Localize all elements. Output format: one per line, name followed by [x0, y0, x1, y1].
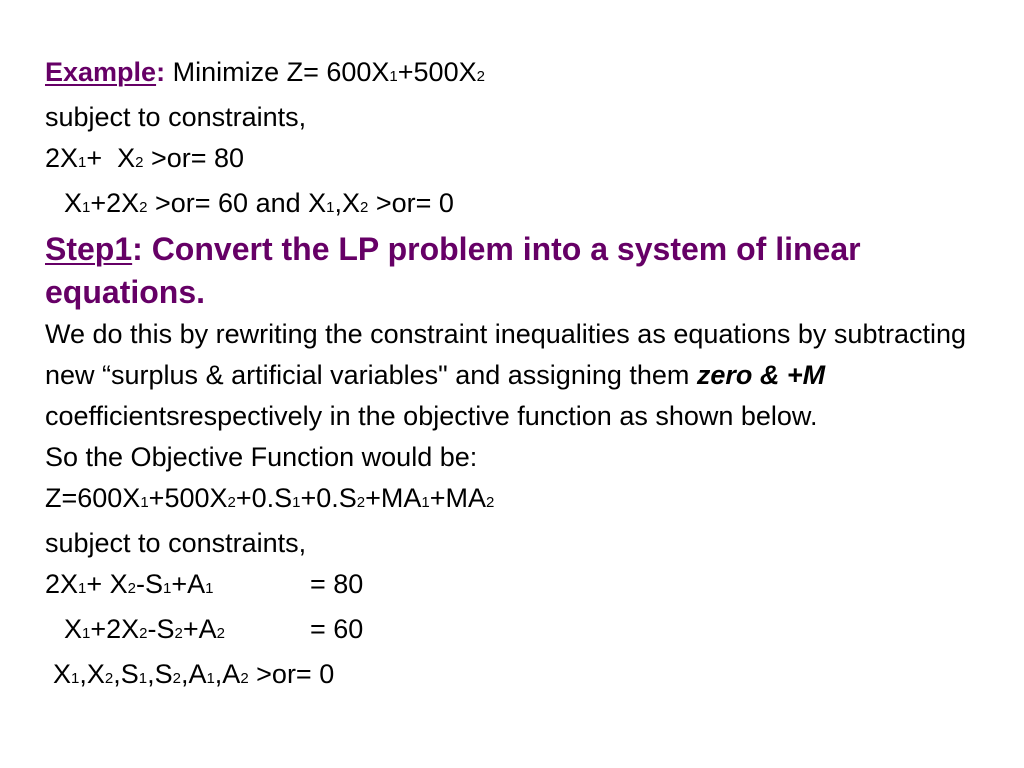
explanation-part1: We do this by rewriting the constraint inequalities as equations by subtracting new “surplus & artificial variables" and assigning them	[45, 319, 967, 390]
subscript: 1	[140, 494, 149, 511]
subscript: 2	[135, 154, 144, 171]
term: 2X	[45, 143, 79, 173]
subscript: 1	[78, 580, 87, 597]
objective-text: +500X	[397, 57, 477, 87]
term: X	[64, 614, 83, 644]
equation-1-lhs	[45, 564, 310, 609]
term: +A	[171, 569, 206, 599]
objective-text: Minimize Z= 600X	[172, 57, 390, 87]
subscript: 2	[139, 199, 148, 216]
subscript: 2	[486, 494, 495, 511]
term: +2X	[90, 188, 140, 218]
term: + X	[86, 143, 136, 173]
subscript: 2	[104, 670, 114, 687]
subscript: 2	[360, 199, 369, 216]
subscript: 1	[78, 154, 87, 171]
step1-text: : Convert the LP problem into a system of linear equations.	[45, 231, 861, 310]
term: +0.S	[235, 483, 293, 513]
subscript: 1	[82, 199, 91, 216]
subscript: 2	[476, 68, 485, 85]
subscript: 2	[227, 494, 236, 511]
term: >or= 80	[143, 143, 245, 173]
term: X	[64, 188, 83, 218]
subscript: 2	[139, 625, 148, 642]
subscript: 1	[292, 494, 301, 511]
term: -S	[147, 614, 175, 644]
example-colon: :	[156, 57, 166, 87]
term: 2X	[45, 569, 79, 599]
term: ,S	[113, 659, 139, 689]
subscript: 1	[138, 670, 148, 687]
constraints-intro: subject to constraints,	[45, 102, 307, 132]
equation-1	[45, 564, 1005, 609]
subscript: 1	[421, 494, 430, 511]
subscript: 1	[71, 670, 80, 687]
subscript: 1	[389, 68, 398, 85]
term: ,A	[180, 659, 207, 689]
equation-2-lhs	[45, 609, 310, 654]
example-line	[45, 52, 1005, 97]
equation-2-rhs: = 60	[310, 614, 364, 644]
subscript: 1	[163, 580, 172, 597]
term: -S	[136, 569, 163, 599]
term: +MA	[429, 483, 487, 513]
term: +A	[182, 614, 217, 644]
explanation-paragraph	[45, 314, 1005, 437]
subscript: 2	[127, 580, 136, 597]
term: X	[53, 659, 72, 689]
subscript: 1	[82, 625, 91, 642]
subscript: 2	[240, 670, 249, 687]
constraint-2	[45, 183, 1005, 228]
slide-content	[45, 52, 1005, 699]
term: ,S	[147, 659, 173, 689]
term: >or= 0	[248, 659, 335, 689]
term: +2X	[90, 614, 140, 644]
objective-equation	[45, 478, 1005, 523]
objective-intro: So the Objective Function would be:	[45, 442, 478, 472]
equation-1-rhs: = 80	[310, 569, 364, 599]
example-label: Example	[45, 57, 157, 87]
term: +500X	[148, 483, 228, 513]
subscript: 2	[356, 494, 366, 511]
subscript: 2	[172, 670, 181, 687]
step1-label: Step1	[45, 231, 133, 267]
term: >or= 60 and X	[147, 188, 327, 218]
constraint-1	[45, 138, 1005, 183]
subscript: 2	[216, 625, 225, 642]
equation-2	[45, 609, 1005, 654]
term: ,X	[79, 659, 105, 689]
term: ,A	[214, 659, 241, 689]
term: Z=600X	[45, 483, 141, 513]
term: + X	[86, 569, 128, 599]
term: ,X	[334, 188, 360, 218]
term: +0.S	[300, 483, 357, 513]
subscript: 1	[205, 580, 214, 597]
explanation-emphasis: zero & +M	[696, 360, 826, 390]
subscript: 1	[206, 670, 215, 687]
non-negativity	[45, 654, 1005, 699]
step1-heading	[45, 228, 1005, 314]
term: >or= 0	[368, 188, 454, 218]
term: +MA	[365, 483, 422, 513]
constraints-intro-2: subject to constraints,	[45, 528, 307, 558]
subscript: 2	[174, 625, 183, 642]
subscript: 1	[326, 199, 335, 216]
explanation-part2: coefficientsrespectively in the objective function as shown below.	[45, 401, 818, 431]
